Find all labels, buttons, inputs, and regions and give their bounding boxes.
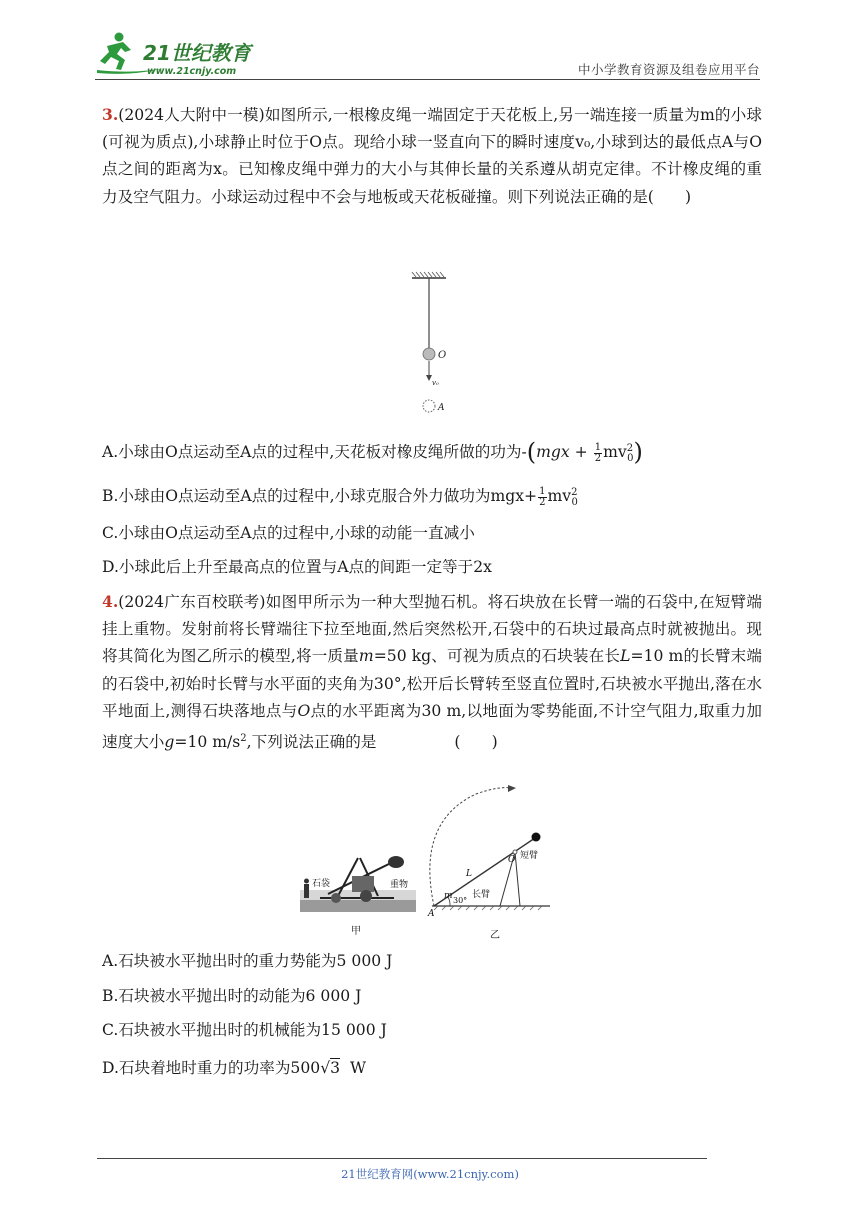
platform-name: 中小学教育资源及组卷应用平台 <box>577 62 760 77</box>
q3-option-a: A.小球由O点运动至A点的过程中,天花板对橡皮绳所做的功为-(mgx + $\frac{1}{2}$ $mv^2_0$) <box>102 438 643 467</box>
label-changbi: 长臂 <box>472 890 491 900</box>
caption-yi: 乙 <box>490 930 500 941</box>
q4-figure-yi <box>420 782 560 942</box>
caption-jia: 甲 <box>351 926 361 936</box>
logo-text: 21世纪教育 <box>143 41 251 65</box>
logo-url: www.21cnjy.com <box>147 66 237 76</box>
counterweight <box>532 833 541 842</box>
q4-option-a: A.石块被水平抛出时的重力势能为5 000 J <box>102 952 393 970</box>
q3-number: 3. <box>102 105 119 124</box>
q4-option-d-unit: W <box>349 1059 367 1077</box>
footer-divider <box>97 1158 707 1159</box>
q3-option-b-text: B.小球由O点运动至A点的过程中,小球克服合外力做功为mgx+ <box>102 487 538 506</box>
fraction-half: $\frac{1}{2}$ <box>539 485 546 508</box>
q4-figure-jia <box>298 836 418 936</box>
label-o: O <box>438 350 447 361</box>
q4-option-d-radicand: 3 <box>330 1059 341 1077</box>
label-a: A <box>428 909 435 919</box>
label-v0: v₀ <box>432 379 439 387</box>
ball-at-o <box>423 348 435 360</box>
q4-answer-paren: ( ) <box>454 733 498 752</box>
q3-stem <box>102 101 762 211</box>
q3-option-a-expr2: mv <box>603 443 627 462</box>
page-header <box>95 30 760 80</box>
label-a: A <box>438 403 445 413</box>
label-zhongwu: 重物 <box>390 880 409 890</box>
q4-number: 4. <box>102 592 119 611</box>
label-o: O <box>508 855 516 865</box>
label-m: m <box>444 891 453 901</box>
sqrt-symbol: √ <box>320 1059 331 1077</box>
q4-option-d-text: D.石块着地时重力的功率为500 <box>102 1059 321 1077</box>
q3-option-a-text: A.小球由O点运动至A点的过程中,天花板对橡皮绳所做的功为- <box>102 443 527 462</box>
label-duanbi: 短臂 <box>520 851 539 861</box>
label-l: L <box>466 869 472 879</box>
q4-stem: 4.(2024广东百校联考)如图甲所示为一种大型抛石机。将石块放在长臂一端的石袋中,在短臂端挂上重物。发射前将长臂端往下拉至地面,然后突然松开,石袋中的石块过最高点时就被抛出。现将其简化为图乙所示的模型,将一质量m=50 kg、可视为质点的石块装在长L=10 m的长臂末端的石袋中,初始时长臂与水平面的夹角为30°,松开后长臂转至竖直位置时,石块被水平抛出,落在水平地面上,测得石块落地点与O点的水平距离为30 m,以地面为零势能面,不计空气阻力,取重力加速度大小g=10 $m/s^2$,下列说法正确的是 ( ) <box>102 592 763 752</box>
q3-option-a-plus: + <box>574 443 588 462</box>
q4-option-d <box>102 1057 366 1079</box>
q3-option-b: B.小球由O点运动至A点的过程中,小球克服合外力做功为mgx+ $\frac{1}{2}$ $mv^2_0$ <box>102 485 578 509</box>
q4-option-c: C.石块被水平抛出时的机械能为15 000 J <box>102 1021 387 1039</box>
q3-option-b-expr: mv <box>547 487 572 506</box>
label-angle: 30° <box>453 896 468 905</box>
ball-at-a <box>423 400 435 412</box>
q3-stem-text: (2024人大附中一模)如图所示,一根橡皮绳一端固定于天花板上,另一端连接一质量为m的小球(可视为质点),小球静止时位于O点。现给小球一竖直向下的瞬时速度v₀,小球到达的最低点A与O点之间的距离为x。已知橡皮绳中弹力的大小与其伸长量的关系遵从胡克定律。不计橡皮绳的重力及空气阻力。小球运动过程中不会与地板或天花板碰撞。则下列说法正确的是( ) <box>102 106 762 206</box>
header-divider <box>95 79 760 80</box>
q4-option-b: B.石块被水平抛出时的动能为6 000 J <box>102 987 362 1005</box>
q3-figure-rubber-band <box>400 270 460 420</box>
q3-option-d: D.小球此后上升至最高点的位置与A点的间距一定等于2x <box>102 558 492 576</box>
logo-21cnjy <box>95 30 265 76</box>
footer-link[interactable]: 21世纪教育网(www.21cnjy.com) <box>341 1167 519 1181</box>
fraction-half: $\frac{1}{2}$ <box>594 441 602 464</box>
q3-option-a-expr1: mgx <box>536 443 570 462</box>
q3-option-c: C.小球由O点运动至A点的过程中,小球的动能一直减小 <box>102 524 475 542</box>
label-shidai: 石袋 <box>312 879 331 889</box>
